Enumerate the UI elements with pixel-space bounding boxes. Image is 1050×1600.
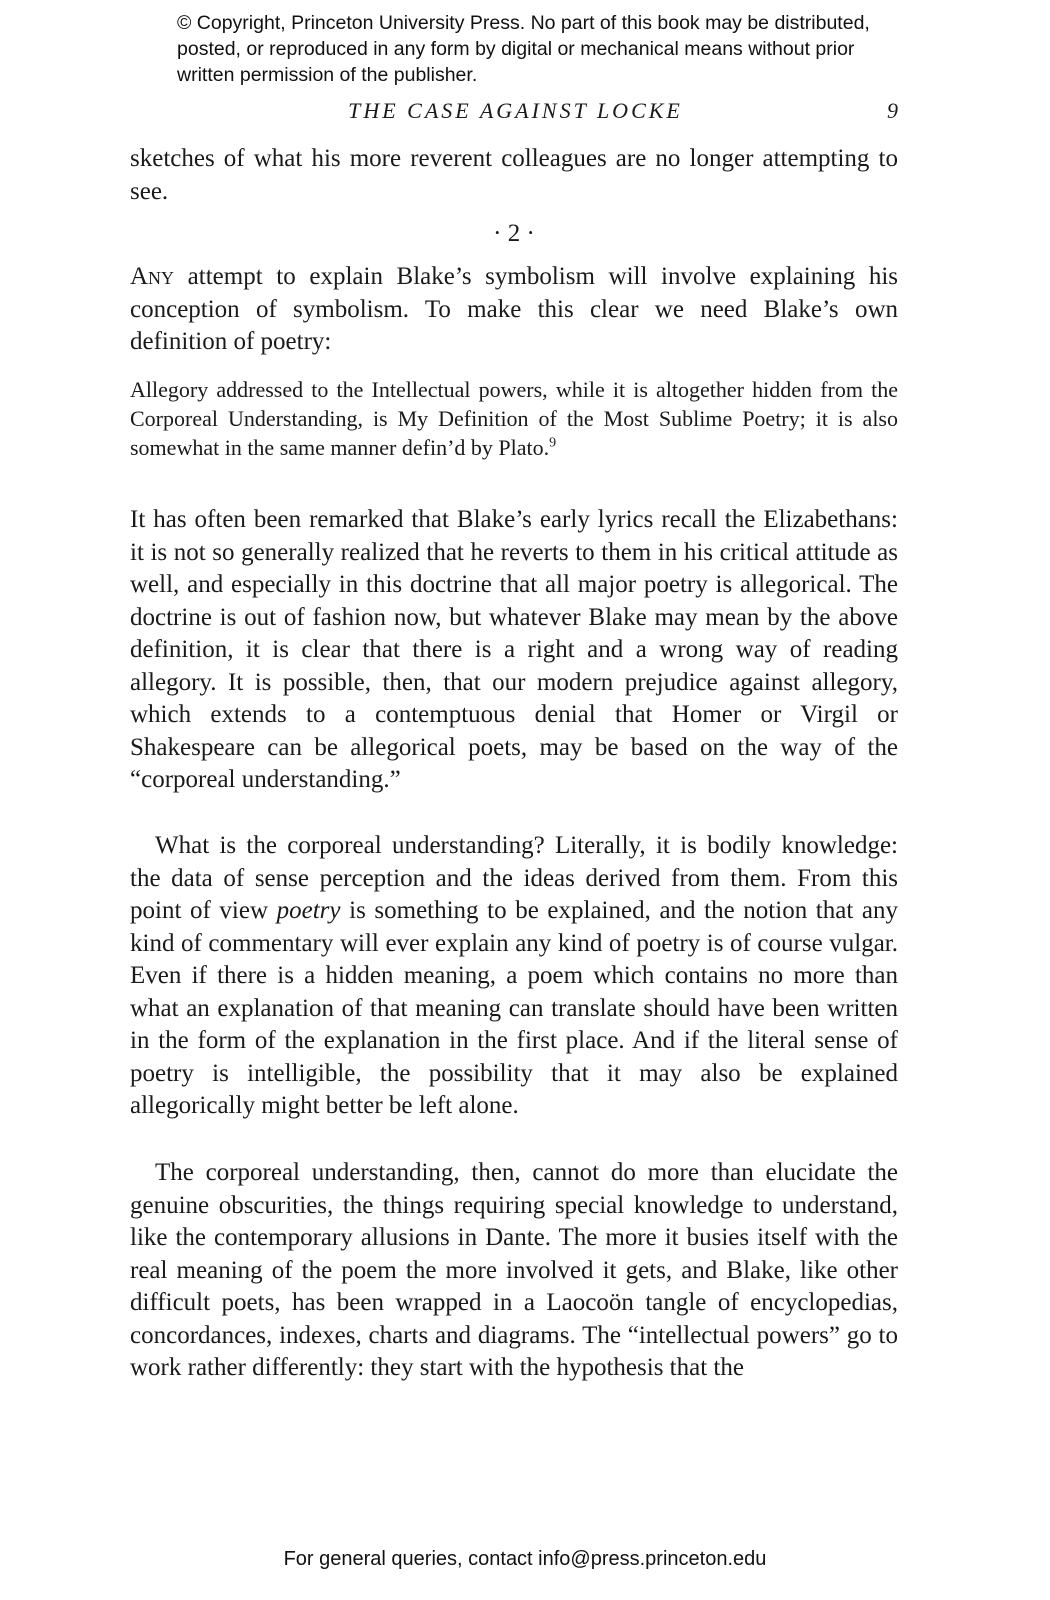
copyright-notice: © Copyright, Princeton University Press. No part of this book may be distributed, posted, or reproduced in any form by digital or mechanical means without prior written permission of the publisher. — [177, 12, 870, 86]
running-title: THE CASE AGAINST LOCKE — [348, 98, 683, 123]
block-quote-text: Allegory addressed to the Intellectual powers, while it is altogether hidden from the Corporeal Understanding, is My Definition of the Most Sublime Poetry; it is also somewhat in the same manner defin’d by Plato. — [130, 377, 898, 460]
block-quote — [130, 375, 898, 462]
paragraph-4-text-b: is something to be explained, and the notion that any kind of commentary will ever explain any kind of poetry is of course vulgar. Even if there is a hidden meaning, a poem which contains no more than what an explanation of that meaning can translate should have been written in the form of the explanation in the first place. And if the literal sense of poetry is intelligible, the possibility that it may also be explained allegorically might better be left alone. — [130, 897, 898, 1119]
paragraph-3: It has often been remarked that Blake’s early lyrics recall the Elizabethans: it is not so generally realized that he reverts to them in his critical attitude as well, and especially in this doctrine that all major poetry is allegorical. The doctrine is out of fashion now, but whatever Blake may mean by the above definition, it is clear that there is a right and a wrong way of reading allegory. It is possible, then, that our modern prejudice against allegory, which extends to a contemptuous denial that Homer or Virgil or Shakespeare can be allegorical poets, may be based on the way of the “corporeal understanding.” — [130, 506, 898, 793]
paragraph-5: The corporeal understanding, then, cannot do more than elucidate the genuine obscurities, the things requiring special knowledge to understand, like the contemporary allusions in Dante. The more it busies itself with the real meaning of the poem the more involved it gets, and Blake, like other difficult poets, has been wrapped in a Laocoön tangle of encyclopedias, concordances, indexes, charts and diagrams. The “intellectual powers” go to work rather differently: they start with the hypothesis that the — [130, 1159, 898, 1381]
paragraph-1: sketches of what his more reverent colleagues are no longer attempting to see. — [130, 145, 898, 205]
section-number: · 2 · — [493, 220, 535, 247]
running-head — [133, 98, 898, 128]
paragraph-2 — [130, 261, 898, 359]
paragraph-4-emphasis: poetry — [276, 897, 341, 924]
footer-contact: For general queries, contact info@press.princeton.edu — [283, 1548, 767, 1570]
paragraph-2-text: attempt to explain Blake’s symbolism will involve explaining his conception of symbolism. To make this clear we need Blake’s own definition of poetry: — [130, 263, 898, 355]
footnote-marker: 9 — [549, 435, 557, 451]
paragraph-4 — [130, 830, 898, 1123]
paragraph-4-text-a: What is the corporeal understanding? Literally, it is bodily knowledge: the data of sense perception and the ideas derived from them. From this point of view — [130, 832, 898, 924]
page-number: 9 — [887, 98, 898, 123]
paragraph-2-lead-word: Any — [130, 263, 175, 290]
